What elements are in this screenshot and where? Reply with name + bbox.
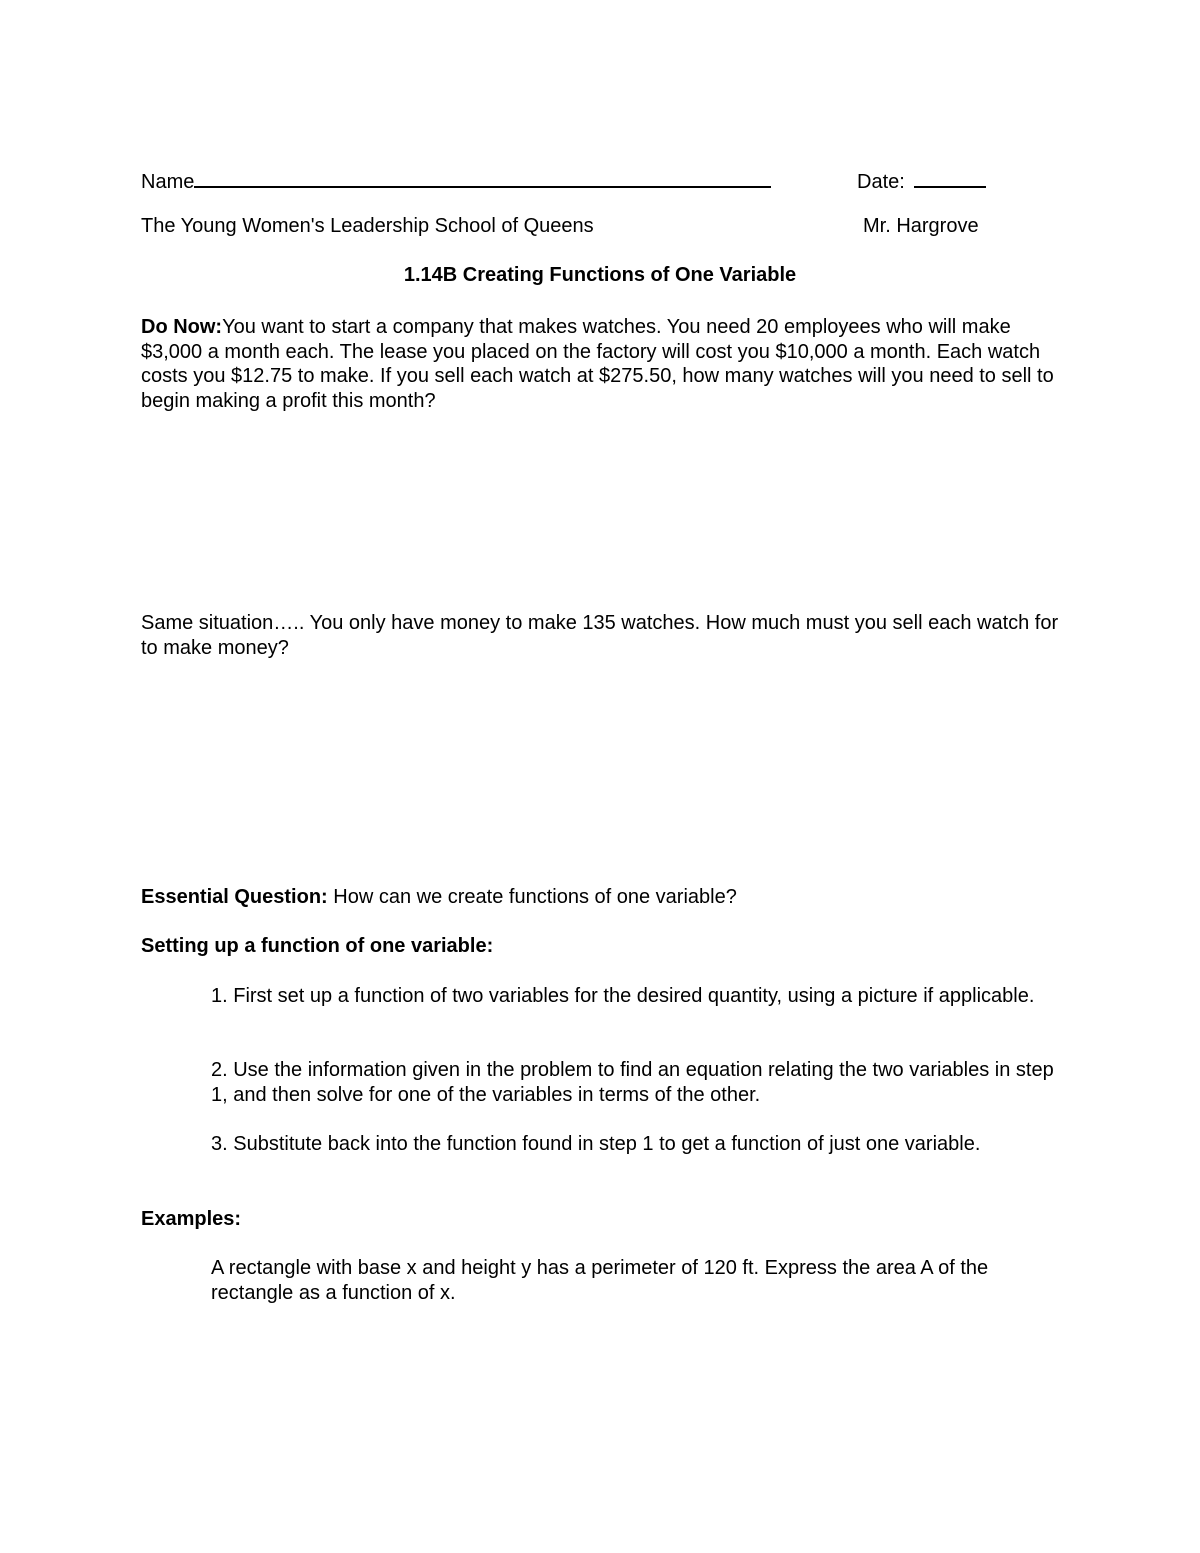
essential-question-label: Essential Question: [141,886,328,908]
do-now-paragraph [141,315,1071,413]
name-field [141,166,771,195]
teacher-name: Mr. Hargrove [863,215,979,237]
do-now-text: You want to start a company that makes watches. You need 20 employees who will make $3,000 a month each. The lease you placed on the factory will cost you $10,000 a month. Each watch costs you $12.75 to make. If you sell each watch at $275.50, how many watches will you need to sell to begin making a profit this month? [141,316,1054,412]
name-label: Name [141,171,195,193]
examples-heading: Examples: [141,1208,242,1230]
date-blank-line[interactable] [914,166,986,188]
same-situation-paragraph: Same situation….. You only have money to make 135 watches. How much must you sell each watch for to make money? [141,612,1059,659]
setup-step-2: 2. Use the information given in the problem to find an equation relating the two variables in step 1, and then solve for one of the variables in terms of the other. [211,1059,1054,1106]
do-now-label: Do Now: [141,316,223,338]
setup-step-1: 1. First set up a function of two variables for the desired quantity, using a picture if applicable. [211,985,1035,1007]
setup-step-3: 3. Substitute back into the function found in step 1 to get a function of just one variable. [211,1133,981,1155]
school-name: The Young Women's Leadership School of Queens [141,215,594,237]
setup-heading: Setting up a function of one variable: [141,935,494,957]
example-item-1: A rectangle with base x and height y has a perimeter of 120 ft. Express the area A of the rectangle as a function of x. [211,1257,989,1304]
name-blank-line[interactable] [194,166,771,188]
date-label: Date: [857,171,905,193]
page-title: 1.14B Creating Functions of One Variable [403,264,797,286]
date-field [857,166,986,195]
essential-question-text: How can we create functions of one variable? [327,886,737,908]
essential-question [141,885,1071,910]
